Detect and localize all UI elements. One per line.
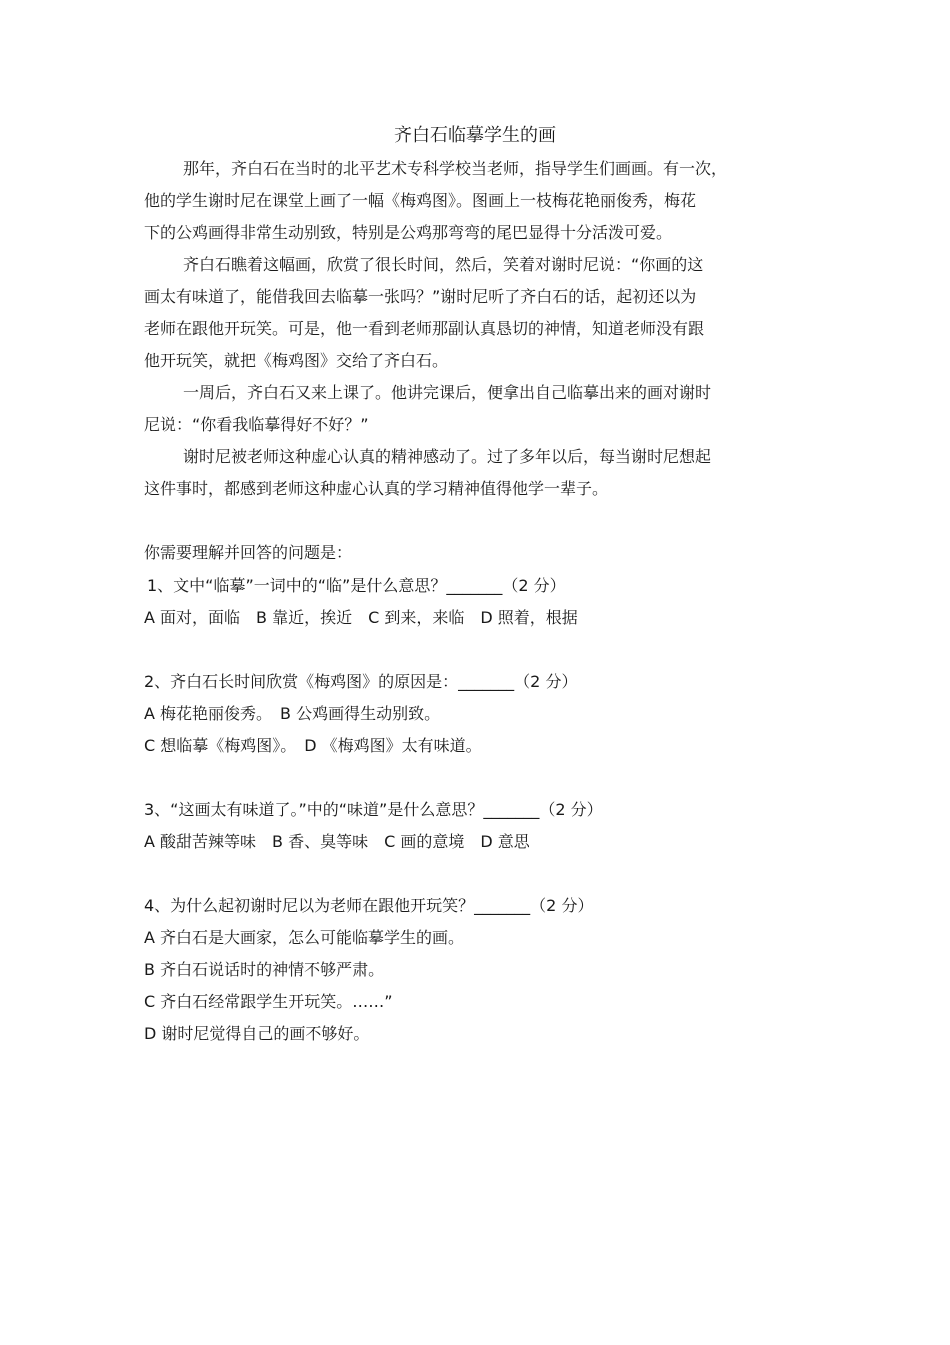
question-1-stem: 1、文中“临摹”一词中的“临”是什么意思？_______（2 分） [147, 576, 566, 595]
question-4-option-c: C 齐白石经常跟学生开玩笑。……” [144, 992, 393, 1011]
passage-line: 老师在跟他开玩笑。可是，他一看到老师那副认真恳切的神情，知道老师没有跟 [144, 319, 705, 338]
question-2-options-cd: C 想临摹《梅鸡图》。 D 《梅鸡图》太有味道。 [144, 736, 482, 755]
question-2-options-ab: A 梅花艳丽俊秀。 B 公鸡画得生动别致。 [144, 704, 441, 723]
passage-line: 谢时尼被老师这种虚心认真的精神感动了。过了多年以后，每当谢时尼想起 [183, 447, 712, 466]
question-4-option-b: B 齐白石说话时的神情不够严肃。 [144, 960, 385, 979]
question-4-option-a: A 齐白石是大画家，怎么可能临摹学生的画。 [144, 928, 465, 947]
passage-line: 他的学生谢时尼在课堂上画了一幅《梅鸡图》。图画上一枝梅花艳丽俊秀，梅花 [144, 191, 697, 210]
passage-line: 一周后，齐白石又来上课了。他讲完课后，便拿出自己临摹出来的画对谢时 [183, 383, 712, 402]
passage-line: 他开玩笑，就把《梅鸡图》交给了齐白石。 [144, 351, 449, 370]
passage-line: 那年，齐白石在当时的北平艺术专科学校当老师，指导学生们画画。有一次， [183, 159, 728, 178]
passage-line: 这件事时，都感到老师这种虚心认真的学习精神值得他学一辈子。 [144, 479, 609, 498]
question-4-option-d: D 谢时尼觉得自己的画不够好。 [144, 1024, 370, 1043]
passage-line: 齐白石瞧着这幅画，欣赏了很长时间，然后，笑着对谢时尼说：“你画的这 [183, 255, 704, 274]
passage-line: 下的公鸡画得非常生动别致，特别是公鸡那弯弯的尾巴显得十分活泼可爱。 [144, 223, 673, 242]
document-title: 齐白石临摹学生的画 [394, 125, 556, 146]
passage-line: 画太有味道了，能借我回去临摹一张吗？”谢时尼听了齐白石的话，起初还以为 [144, 287, 697, 306]
question-3-stem: 3、“这画太有味道了。”中的“味道”是什么意思？_______（2 分） [144, 800, 603, 819]
question-4-stem: 4、为什么起初谢时尼以为老师在跟他开玩笑？_______（2 分） [144, 896, 594, 915]
passage-line: 尼说：“你看我临摹得好不好？” [144, 415, 369, 434]
questions-intro: 你需要理解并回答的问题是： [144, 543, 353, 562]
question-3-options: A 酸甜苦辣等味 B 香、臭等味 C 画的意境 D 意思 [144, 832, 530, 851]
question-2-stem: 2、齐白石长时间欣赏《梅鸡图》的原因是：_______（2 分） [144, 672, 578, 691]
question-1-options: A 面对，面临 B 靠近，挨近 C 到来，来临 D 照着，根据 [144, 608, 578, 627]
